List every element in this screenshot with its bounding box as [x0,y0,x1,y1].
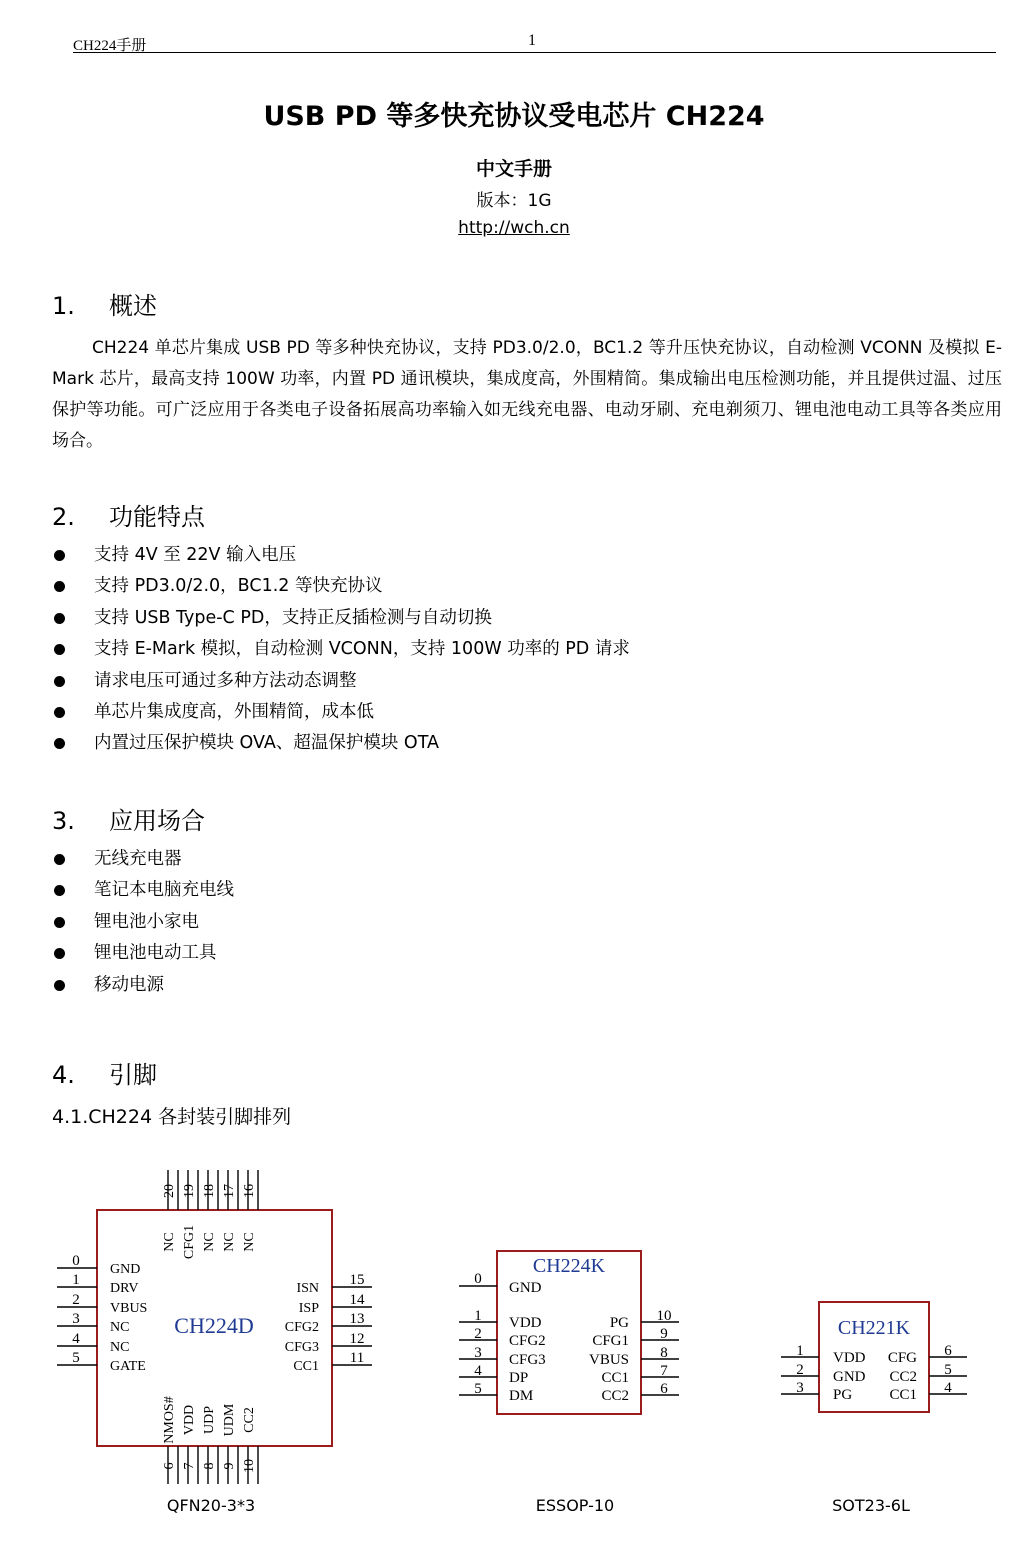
qfn-right-pin-number: 13 [349,1311,365,1327]
sot-left-pin-name: PG [833,1387,853,1403]
qfn-top-pin-number: 17 [222,1184,237,1198]
bullet-icon [54,644,65,655]
sot-right-pin-name: CC1 [889,1387,917,1403]
list-item-text: 支持 USB Type-C PD，支持正反插检测与自动切换 [94,607,492,628]
list-item-text: 支持 E-Mark 模拟，自动检测 VCONN，支持 100W 功率的 PD 请求 [94,639,630,660]
qfn-right-pin-number: 14 [349,1292,365,1308]
list-item-text: 单芯片集成度高，外围精简，成本低 [94,701,374,722]
bullet-icon [54,676,65,687]
list-item-text: 内置过压保护模块 OVA、超温保护模块 OTA [94,733,439,754]
qfn-bottom-pin-number: 6 [162,1462,177,1470]
document-version: 版本：1G [476,191,552,211]
qfn-chip-body [97,1210,332,1446]
qfn-top-pin-number: 18 [202,1184,217,1198]
list-item [52,728,630,759]
list-item-text: 锂电池小家电 [94,911,199,932]
sot-left-pin-name: VDD [833,1350,866,1366]
bullet-icon [54,917,65,928]
essop-right-pin-name: CC2 [601,1388,629,1404]
qfn-right-pin-name: ISN [296,1281,319,1296]
qfn-top-pin-number: 20 [162,1184,177,1198]
essop-right-pin-number: 8 [660,1345,668,1361]
sot-chip-name: CH221K [837,1317,911,1339]
list-item [52,970,234,1001]
document-title: USB PD 等多快充协议受电芯片 CH224 [263,101,765,132]
section-heading-overview [52,286,157,321]
sot-caption: SOT23-6L [832,1496,910,1515]
list-item-text: 移动电源 [94,974,164,995]
header-divider [73,52,996,53]
qfn-bottom-pin-name: VDD [182,1404,197,1436]
section-title: 概述 [109,292,157,320]
page-number: 1 [528,32,536,49]
essop-gnd-pin-name: GND [509,1280,542,1296]
bullet-icon [54,707,65,718]
section-title: 引脚 [109,1061,157,1089]
essop-right-pin-number: 10 [656,1308,672,1324]
bullet-icon [54,885,65,896]
qfn-right-pin-name: CC1 [293,1359,319,1374]
essop-left-pin-name: CFG3 [509,1352,546,1368]
qfn-bottom-pin-number: 9 [222,1462,237,1470]
document-subtitle: 中文手册 [475,158,552,180]
qfn-left-pin-name: DRV [110,1281,139,1296]
qfn-left-pin-number: 5 [72,1350,80,1366]
bullet-icon [54,738,65,749]
essop-left-pin-name: DM [509,1388,534,1404]
overview-paragraph [52,333,1002,457]
section-number: 2. [52,503,75,531]
qfn-left-pin-number: 3 [72,1311,80,1327]
qfn-top-pin-number: 19 [182,1184,197,1198]
website-link[interactable] [0,218,1028,238]
list-item [52,844,234,875]
essop-right-pin-name: CC1 [601,1370,629,1386]
list-item [52,666,630,697]
list-item [52,697,630,728]
section-heading-pins [52,1055,157,1090]
qfn-chip-name: CH224D [174,1313,254,1338]
essop-left-pin-number: 3 [474,1345,482,1361]
list-item [52,634,630,665]
list-item [52,603,630,634]
essop-right-pin-name: CFG1 [592,1333,629,1349]
qfn-bottom-pin-name: NMOS# [162,1396,177,1444]
bullet-icon [54,980,65,991]
qfn-top-pin-name: CFG1 [182,1224,197,1260]
essop-chip-body [497,1251,641,1414]
section-heading-features [52,497,205,532]
overview-text: CH224 单芯片集成 USB PD 等多种快充协议，支持 PD3.0/2.0，BC1.2 等升压快充协议，自动检测 VCONN 及模拟 E-Mark 芯片，最高支持 100W 功率，内置 PD 通讯模块，集成度高，外围精简。集成输出电压检测功能，并且提供过温、过压保护等功能。可广泛应用于各类电子设备拓展高功率输入如无线充电器、电动牙刷、充电剃须刀、锂电池电动工具等各类应用场合。 [52,338,1002,451]
qfn-bottom-pin-number: 7 [182,1462,197,1470]
features-list [52,540,630,760]
qfn-left-pin-number: 2 [72,1292,80,1308]
qfn-right-pin-name: CFG3 [284,1340,319,1355]
essop-chip-name: CH224K [532,1255,606,1277]
essop-left-pin-number: 2 [474,1326,482,1342]
sot-right-pin-number: 5 [944,1362,952,1378]
essop-gnd-pin-number: 0 [474,1271,482,1287]
qfn-bottom-pin-name: CC2 [242,1407,257,1433]
header-doc-name: CH224手册 [73,38,147,54]
sot-right-pin-name: CFG [887,1350,917,1366]
list-item-text: 锂电池电动工具 [94,943,217,964]
qfn-top-pin-name: NC [222,1232,237,1252]
list-item [52,540,630,571]
qfn-left-pin-number: 1 [72,1272,80,1288]
sot-right-pin-number: 4 [944,1380,952,1396]
sot-left-pin-number: 1 [796,1343,804,1359]
bullet-icon [54,581,65,592]
essop-left-pin-name: CFG2 [509,1333,546,1349]
applications-list [52,844,234,1001]
essop-right-pin-number: 6 [660,1381,668,1397]
list-item [52,875,234,906]
section-number: 3. [52,807,75,835]
bullet-icon [54,948,65,959]
section-heading-applications [52,801,205,836]
essop-caption: ESSOP-10 [535,1496,615,1515]
section-title: 应用场合 [109,807,205,835]
list-item-text: 笔记本电脑充电线 [94,880,234,901]
qfn-left-pin-name: GATE [110,1359,146,1374]
essop-left-pin-number: 1 [474,1308,482,1324]
qfn-top-pin-name: NC [202,1232,217,1252]
qfn-left-pin-name: NC [110,1320,130,1335]
qfn-bottom-pin-number: 8 [202,1462,217,1470]
essop-right-pin-name: PG [609,1315,629,1331]
section-number: 4. [52,1061,75,1089]
list-item-text: 支持 PD3.0/2.0，BC1.2 等快充协议 [94,576,383,597]
sot-left-pin-name: GND [833,1369,866,1385]
qfn-right-pin-name: ISP [298,1301,319,1316]
website-link-text[interactable]: http://wch.cn [458,218,570,238]
essop-right-pin-number: 9 [660,1326,668,1342]
qfn-right-pin-number: 15 [349,1272,365,1288]
essop-right-pin-name: VBUS [588,1352,629,1368]
sot-chip-body [819,1302,929,1412]
section-number: 1. [52,292,75,320]
list-item [52,907,234,938]
essop-left-pin-name: VDD [509,1315,542,1331]
qfn-left-pin-number: 0 [72,1253,80,1269]
qfn-left-pin-name: GND [110,1262,141,1277]
qfn-bottom-pin-name: UDP [202,1405,217,1435]
essop-right-pin-number: 7 [660,1363,668,1379]
essop-left-pin-number: 5 [474,1381,482,1397]
qfn-top-pin-name: NC [242,1232,257,1252]
qfn-right-pin-number: 12 [349,1331,365,1347]
qfn-left-pin-number: 4 [72,1331,80,1347]
list-item-text: 支持 4V 至 22V 输入电压 [94,545,297,565]
qfn-left-pin-name: NC [110,1340,130,1355]
sot-left-pin-number: 3 [796,1380,804,1396]
qfn-bottom-pin-number: 10 [242,1459,257,1473]
list-item [52,938,234,969]
bullet-icon [54,854,65,865]
bullet-icon [54,550,65,561]
sot-right-pin-name: CC2 [889,1369,917,1385]
list-item-text: 无线充电器 [94,849,182,869]
qfn-left-pin-name: VBUS [110,1301,148,1316]
list-item [52,571,630,602]
qfn-caption: QFN20-3*3 [166,1496,256,1515]
bullet-icon [54,613,65,624]
qfn-top-pin-number: 16 [242,1184,257,1198]
sot-right-pin-number: 6 [944,1343,952,1359]
qfn-top-pin-name: NC [162,1232,177,1252]
essop-left-pin-name: DP [509,1370,529,1386]
list-item-text: 请求电压可通过多种方法动态调整 [94,670,357,691]
sot-left-pin-number: 2 [796,1362,804,1378]
qfn-right-pin-name: CFG2 [284,1320,319,1335]
qfn-right-pin-number: 11 [349,1350,365,1366]
pin-subsection-title: 4.1.CH224 各封装引脚排列 [52,1106,292,1128]
essop-left-pin-number: 4 [474,1363,482,1379]
qfn-bottom-pin-name: UDM [222,1403,237,1437]
section-title: 功能特点 [109,503,205,531]
